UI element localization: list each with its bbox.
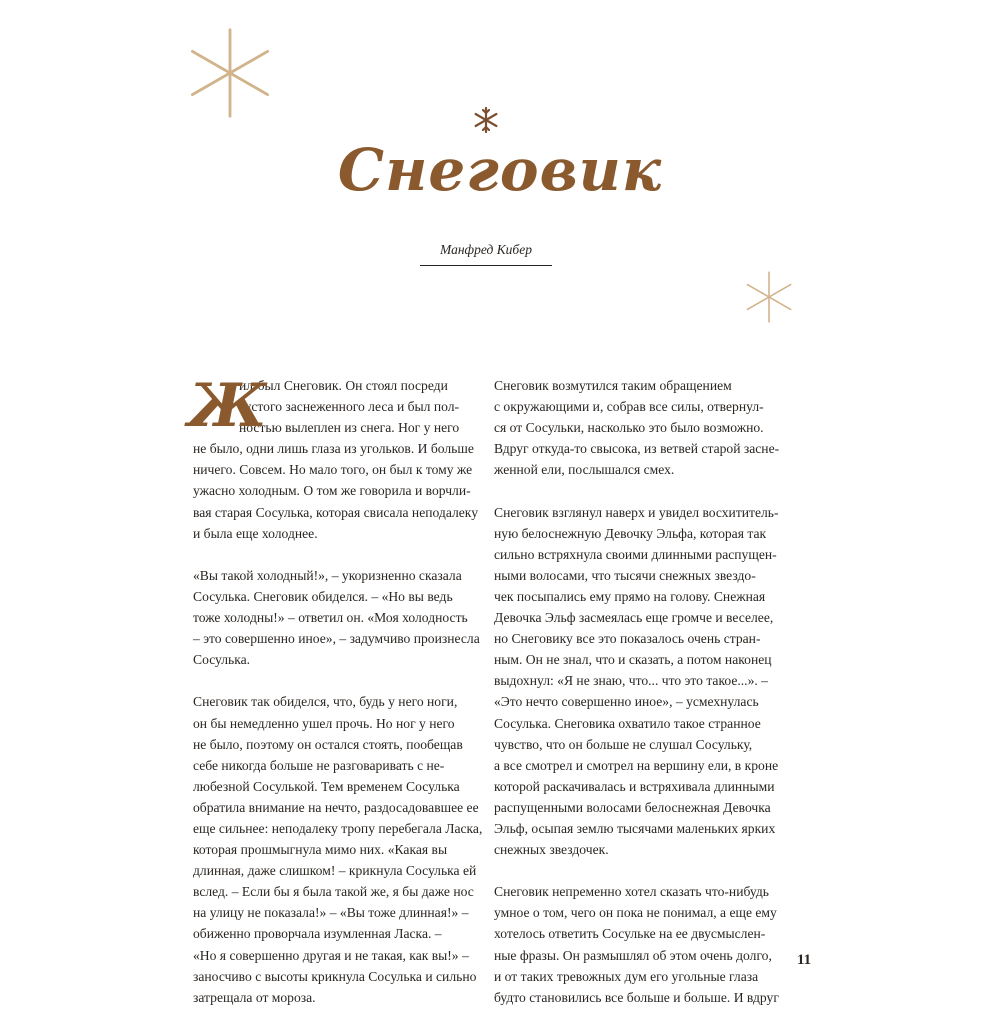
text-line: будто становились все больше и больше. И вдруг — [494, 989, 779, 1005]
text-line: сильно встряхнула своими длинными распущен- — [494, 546, 777, 562]
text-line: Сосулька. Снеговик обиделся. – «Но вы ведь — [193, 588, 453, 604]
text-line: ным. Он не знал, что и сказать, а потом наконец — [494, 652, 772, 668]
text-line: распущенными волосами белоснежная Девочка — [494, 799, 771, 815]
text-line: ными волосами, что тысячи снежных звездо- — [494, 567, 756, 583]
text-line: но Снеговику все это показалось очень стран- — [494, 631, 761, 647]
text-line: с окружающими и, собрав все силы, отвернул- — [494, 399, 764, 415]
text-line: он бы немедленно ушел прочь. Но ног у него — [193, 715, 455, 731]
paragraph — [494, 502, 799, 861]
text-line: и от таких тревожных дум его угольные глаза — [494, 968, 759, 984]
text-line: выдохнул: «Я не знаю, что... что это такое...». – — [494, 673, 768, 689]
page-number: 11 — [797, 952, 812, 968]
text-line: на улицу не показала!» – «Вы тоже длинная!» – — [193, 905, 469, 921]
text-line: Снеговик непременно хотел сказать что-нибудь — [494, 884, 769, 900]
text-line: которой раскачивалась и встряхивала длинными — [494, 778, 775, 794]
text-line: умное о том, чего он пока не понимал, а еще ему — [494, 905, 777, 921]
text-line: «Вы такой холодный!», – укоризненно сказала — [193, 567, 462, 583]
text-line: не было, поэтому он остался стоять, пообещав — [193, 736, 463, 752]
text-line: обиженно проворчала изумленная Ласка. – — [193, 926, 442, 942]
paragraph — [188, 371, 493, 544]
text-line: еще сильнее: неподалеку тропу перебегала Ласка, — [193, 820, 483, 836]
text-line: затрещала от мороза. — [193, 989, 316, 1005]
text-line: не было, одни лишь глаза из угольков. И больше — [193, 441, 474, 457]
text-line: заносчиво с высоты крикнула Сосулька и сильно — [193, 968, 477, 984]
text-line: ные фразы. Он размышлял об этом очень долго, — [494, 947, 772, 963]
text-line: Вдруг откуда-то свысока, из ветвей старой засне- — [494, 441, 780, 457]
text-line: ужасно холодным. О том же говорила и ворчли- — [193, 483, 471, 499]
text-line: вая старая Сосулька, которая свисала неподалеку — [193, 504, 478, 520]
text-line: чувство, что он больше не слушал Сосульку, — [494, 736, 753, 752]
text-column-left — [188, 371, 493, 1029]
text-line: Снеговик возмутился таким обращением — [494, 378, 732, 393]
snowflake-icon — [183, 26, 277, 120]
text-line: вслед. – Если бы я была такой же, я бы даже нос — [193, 884, 474, 900]
text-line: Сосулька. Снеговика охватило такое странное — [494, 715, 761, 731]
text-line: Снеговик взглянул наверх и увидел восхититель- — [494, 504, 779, 520]
text-line: «Но я совершенно другая и не такая, как вы!» – — [193, 947, 469, 963]
text-line: женной ели, послышался смех. — [494, 462, 675, 478]
drop-cap: Ж — [188, 371, 267, 441]
text-line: ную белоснежную Девочку Эльфа, которая так — [494, 525, 767, 541]
paragraph — [193, 565, 493, 670]
text-line: густого заснеженного леса и был пол- — [239, 399, 460, 415]
text-line: Девочка Эльф засмеялась еще громче и веселее, — [494, 610, 774, 626]
snowflake-icon — [742, 270, 796, 324]
text-line: и была еще холоднее. — [193, 525, 318, 541]
text-line: Эльф, осыпая землю тысячами маленьких ярких — [494, 820, 776, 836]
paragraph — [193, 691, 493, 1007]
page-title: Снеговик — [337, 136, 663, 204]
text-line: Снеговик так обиделся, что, будь у него ноги, — [193, 694, 458, 710]
paragraph — [494, 375, 799, 480]
text-line: – это совершенно иное», – задумчиво произнесла — [193, 631, 480, 647]
text-line: ил-был Снеговик. Он стоял посреди — [239, 378, 448, 393]
text-line: которая прошмыгнула мимо них. «Какая вы — [193, 842, 448, 858]
snowflake-small-icon — [472, 106, 500, 134]
text-line: хотелось ответить Сосульке на ее двусмыслен- — [494, 926, 766, 942]
text-line: ностью вылеплен из снега. Ног у него — [239, 420, 460, 436]
text-line: чек посыпались ему прямо на голову. Снежная — [494, 588, 766, 604]
author-name: Манфред Кибер — [420, 242, 552, 266]
text-line: длинная, даже слишком! – крикнула Сосулька ей — [193, 863, 477, 879]
text-line: любезной Сосулькой. Тем временем Сосулька — [193, 778, 460, 794]
text-line: ся от Сосульки, насколько это было возможно. — [494, 420, 764, 436]
text-line: снежных звездочек. — [494, 842, 609, 858]
text-line: «Это нечто совершенно иное», – усмехнулась — [494, 694, 759, 710]
text-line: а все смотрел и смотрел на вершину ели, в кроне — [494, 757, 779, 773]
text-column-right — [494, 375, 799, 1029]
text-line: тоже холодны!» – ответил он. «Моя холодность — [193, 610, 468, 626]
text-line: себе никогда больше не разговаривать с не- — [193, 757, 445, 773]
text-line: ничего. Совсем. Но мало того, он был к тому же — [193, 462, 473, 478]
paragraph — [494, 881, 799, 1008]
text-line: Сосулька. — [193, 652, 251, 668]
text-line: обратила внимание на нечто, раздосадовавшее ее — [193, 799, 479, 815]
